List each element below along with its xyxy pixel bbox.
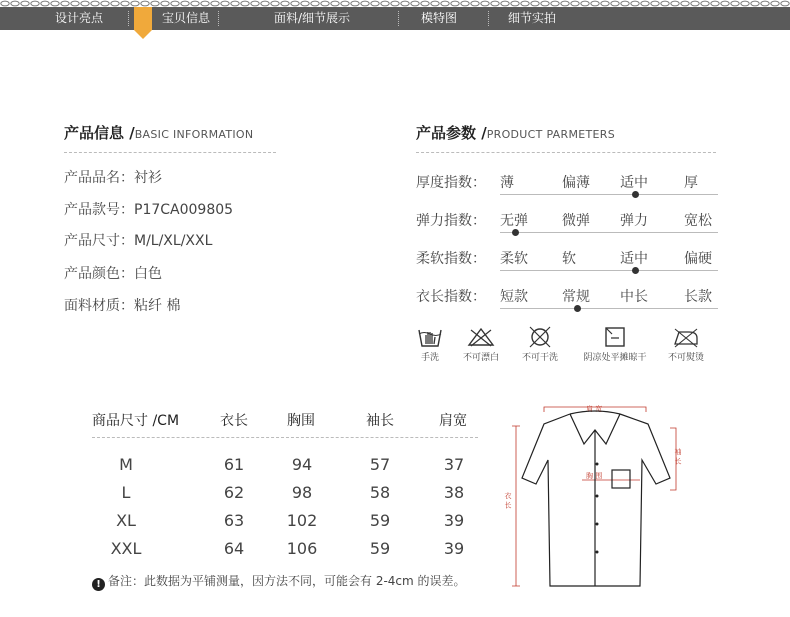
param-option: 适中 (620, 251, 648, 267)
measure-cell: 106 (286, 539, 318, 558)
sleeve-label: 袖 长 (674, 448, 682, 465)
measure-cell: 61 (223, 455, 245, 474)
care-shade-dry-flat (577, 326, 653, 363)
param-label: 弹力指数： (416, 213, 486, 229)
param-selected-dot (574, 305, 581, 312)
divider (64, 152, 276, 153)
note-text: 备注：此数据为平铺测量，因方法不同，可能会有 2-4cm 的误差。 (108, 574, 466, 588)
info-size: 产品尺寸：M/L/XL/XXL (64, 233, 213, 249)
measure-cell: 38 (443, 483, 465, 502)
warning-icon: ! (92, 578, 105, 591)
shirt-outline (522, 411, 670, 586)
shoulder-label: 肩 宽 (586, 405, 603, 413)
divider (416, 152, 716, 153)
param-option: 短款 (500, 289, 528, 305)
nav-active-pointer (134, 30, 152, 39)
info-name: 产品品名：衬衫 (64, 170, 162, 186)
measure-cell: 94 (291, 455, 313, 474)
param-option: 长款 (684, 289, 712, 305)
param-option: 软 (562, 251, 576, 267)
measure-cell: 59 (369, 539, 391, 558)
product-params-title-text: 产品参数 / (416, 124, 487, 142)
info-style-no: 产品款号：P17CA009805 (64, 202, 234, 218)
chest-label: 胸 围 (586, 472, 603, 480)
param-option: 宽松 (684, 213, 712, 229)
measure-cell: 102 (286, 511, 318, 530)
nav-separator (488, 11, 489, 26)
nav-separator (218, 11, 219, 26)
measure-cell: 37 (443, 455, 465, 474)
measure-cell: 98 (291, 483, 313, 502)
param-option: 中长 (620, 289, 648, 305)
chain-border (0, 0, 790, 7)
nav-item-model[interactable]: 模特图 (420, 11, 457, 25)
info-color: 产品颜色：白色 (64, 266, 162, 282)
param-option: 薄 (500, 175, 514, 191)
param-label: 柔软指数： (416, 251, 486, 267)
care-label: 阴凉处平摊晾干 (583, 353, 647, 363)
size-table-header-sleeve: 袖长 (366, 413, 394, 429)
measure-cell: 63 (223, 511, 245, 530)
measure-cell: 62 (223, 483, 245, 502)
param-label: 衣长指数： (416, 289, 486, 305)
size-table-header-size: 商品尺寸 /CM (92, 413, 180, 429)
measurement-note (92, 572, 466, 591)
measure-cell: 39 (443, 511, 465, 530)
size-cell: M (119, 455, 133, 474)
nav-item-design[interactable]: 设计亮点 (54, 11, 103, 25)
size-cell: XL (116, 511, 136, 530)
product-info-title (64, 122, 253, 143)
care-label: 不可干洗 (521, 353, 558, 363)
param-option: 弹力 (620, 213, 648, 229)
measure-cell: 58 (369, 483, 391, 502)
nav-item-info[interactable]: 宝贝信息 (161, 11, 210, 25)
care-no-dry-clean (517, 326, 563, 363)
size-table-header-chest: 胸围 (287, 413, 315, 429)
param-option: 柔软 (500, 251, 528, 267)
product-params-subtitle: PRODUCT PARMETERS (486, 128, 615, 141)
no-dry-clean-icon (527, 326, 553, 348)
nav-separator (128, 11, 129, 26)
param-scale-line (500, 308, 718, 309)
nav-separator (398, 11, 399, 26)
param-option: 偏硬 (684, 251, 712, 267)
length-label: 衣 长 (504, 492, 512, 509)
param-option: 常规 (562, 289, 590, 305)
care-no-iron (663, 326, 709, 363)
param-option: 微弹 (562, 213, 590, 229)
product-params-title (416, 122, 615, 143)
shade-dry-flat-icon (602, 326, 628, 348)
measure-cell: 59 (369, 511, 391, 530)
no-iron-icon (671, 326, 701, 348)
param-scale-line (500, 194, 718, 195)
nav-active-marker (134, 7, 152, 30)
nav-item-fabric[interactable]: 面料/细节展示 (273, 11, 351, 25)
divider (92, 437, 478, 438)
care-label: 不可熨烫 (667, 353, 704, 363)
care-hand-wash (413, 326, 447, 363)
param-option: 厚 (684, 175, 698, 191)
size-cell: L (121, 483, 131, 502)
param-selected-dot (632, 191, 639, 198)
param-option: 偏薄 (562, 175, 590, 191)
care-label: 手洗 (420, 353, 439, 363)
hand-wash-icon (417, 326, 443, 348)
top-nav (0, 7, 790, 30)
shirt-diagram (500, 400, 700, 590)
size-cell: XXL (110, 539, 142, 558)
param-option: 适中 (620, 175, 648, 191)
care-no-bleach (458, 326, 504, 363)
product-info-title-text: 产品信息 / (64, 124, 135, 142)
param-option: 无弹 (500, 213, 528, 229)
product-info-subtitle: BASIC INFORMATION (134, 128, 254, 141)
care-label: 不可漂白 (462, 353, 499, 363)
measure-cell: 39 (443, 539, 465, 558)
measure-cell: 57 (369, 455, 391, 474)
no-bleach-icon (466, 326, 496, 348)
param-selected-dot (512, 229, 519, 236)
param-selected-dot (632, 267, 639, 274)
measure-cell: 64 (223, 539, 245, 558)
param-scale-line (500, 270, 718, 271)
info-material: 面料材质：粘纤 棉 (64, 298, 181, 314)
param-scale-line (500, 232, 718, 233)
size-table-header-length: 衣长 (220, 413, 248, 429)
param-label: 厚度指数： (416, 175, 486, 191)
nav-item-detail[interactable]: 细节实拍 (507, 11, 556, 25)
size-table-header-shoulder: 肩宽 (439, 413, 467, 429)
